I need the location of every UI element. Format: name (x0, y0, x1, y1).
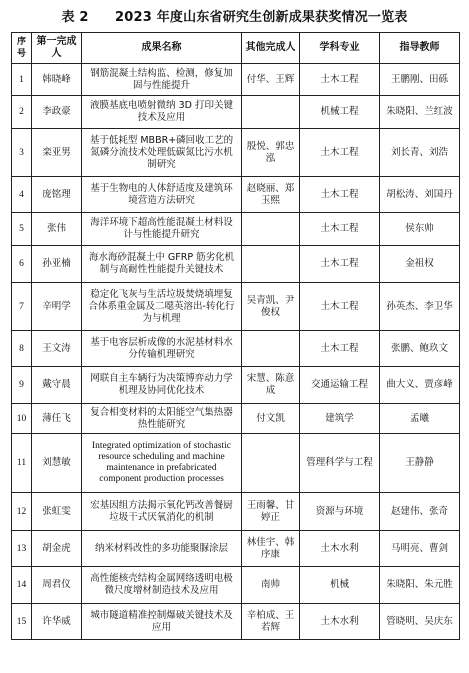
row-no: 15 (12, 604, 32, 640)
header-discipline: 学科专业 (300, 33, 380, 64)
row-no: 7 (12, 283, 32, 331)
table-row (12, 367, 460, 404)
row-other-authors: 南帅 (242, 567, 300, 604)
table-row (12, 213, 460, 246)
row-advisor: 金祖权 (380, 246, 460, 283)
row-other-authors: 林佳宇、韩序康 (242, 531, 300, 567)
row-advisor: 马明亮、曹剑 (380, 531, 460, 567)
row-other-authors: 付华、王辉 (242, 64, 300, 96)
row-no: 12 (12, 493, 32, 531)
row-achievement: 网联自主车辆行为决策博弈动力学机理及协同优化技术 (82, 367, 242, 404)
row-no: 8 (12, 331, 32, 367)
row-other-authors: 辛柏成、王若辉 (242, 604, 300, 640)
row-first-author: 韩晓峰 (32, 64, 82, 96)
row-advisor: 孟曦 (380, 404, 460, 434)
row-advisor: 管晓明、吴庆东 (380, 604, 460, 640)
row-other-authors: 王雨馨、甘婷正 (242, 493, 300, 531)
table-row (12, 567, 460, 604)
header-achievement: 成果名称 (82, 33, 242, 64)
row-first-author: 戴守晨 (32, 367, 82, 404)
row-no: 2 (12, 96, 32, 129)
row-first-author: 许华威 (32, 604, 82, 640)
row-other-authors: 殷悦、郭忠泓 (242, 129, 300, 177)
row-other-authors (242, 96, 300, 129)
row-first-author: 孙亚楠 (32, 246, 82, 283)
table-row (12, 96, 460, 129)
row-advisor: 朱晓阳、朱元胜 (380, 567, 460, 604)
row-discipline: 土木工程 (300, 283, 380, 331)
row-achievement: 液膜基底电喷射微纳 3D 打印关键技术及应用 (82, 96, 242, 129)
row-achievement: 复合相变材料的太阳能空气集热器热性能研究 (82, 404, 242, 434)
row-achievement: Integrated optimization of stochastic resource scheduling and machine maintenance in prefabricated component production processes (82, 434, 242, 493)
row-discipline: 机械工程 (300, 96, 380, 129)
row-discipline: 土木工程 (300, 246, 380, 283)
row-achievement: 纳米材料改性的多功能聚脲涂层 (82, 531, 242, 567)
row-achievement: 海水海砂混凝土中 GFRP 筋劣化机制与高耐性性能提升关键技术 (82, 246, 242, 283)
row-advisor: 赵建伟、张奇 (380, 493, 460, 531)
row-advisor: 张鹏、鲍玖文 (380, 331, 460, 367)
row-discipline: 资源与环境 (300, 493, 380, 531)
row-discipline: 土木工程 (300, 177, 380, 213)
table-row (12, 434, 460, 493)
row-no: 9 (12, 367, 32, 404)
row-other-authors (242, 246, 300, 283)
row-discipline: 建筑学 (300, 404, 380, 434)
row-first-author: 李政豪 (32, 96, 82, 129)
row-other-authors (242, 213, 300, 246)
row-no: 3 (12, 129, 32, 177)
row-no: 4 (12, 177, 32, 213)
table-row (12, 129, 460, 177)
row-first-author: 薄任飞 (32, 404, 82, 434)
row-achievement: 宏基因组方法揭示氧化钙改善餐厨垃圾干式厌氧消化的机制 (82, 493, 242, 531)
row-other-authors: 吴青凯、尹俊权 (242, 283, 300, 331)
row-advisor: 朱晓阳、兰红波 (380, 96, 460, 129)
row-first-author: 栾亚男 (32, 129, 82, 177)
row-no: 13 (12, 531, 32, 567)
row-achievement: 基于电容层析成像的水泥基材料水分传输机理研究 (82, 331, 242, 367)
row-advisor: 侯东帅 (380, 213, 460, 246)
row-no: 11 (12, 434, 32, 493)
awards-table (11, 32, 460, 640)
row-other-authors: 赵晓丽、郑玉熙 (242, 177, 300, 213)
table-row (12, 246, 460, 283)
row-achievement: 海洋环境下超高性能混凝土材料设计与性能提升研究 (82, 213, 242, 246)
row-discipline: 土木水利 (300, 604, 380, 640)
row-discipline: 机械 (300, 567, 380, 604)
row-discipline: 土木工程 (300, 64, 380, 96)
header-first-author: 第一完成人 (32, 33, 82, 64)
table-row (12, 331, 460, 367)
row-no: 1 (12, 64, 32, 96)
row-other-authors: 付文凯 (242, 404, 300, 434)
table-header-row (12, 33, 460, 64)
table-row (12, 283, 460, 331)
row-advisor: 王鹏刚、田砾 (380, 64, 460, 96)
row-discipline: 管理科学与工程 (300, 434, 380, 493)
table-title: 表 2 2023 年度山东省研究生创新成果获奖情况一览表 (61, 10, 408, 25)
row-discipline: 交通运输工程 (300, 367, 380, 404)
row-no: 10 (12, 404, 32, 434)
row-advisor: 曲大义、贾彦峰 (380, 367, 460, 404)
table-row (12, 604, 460, 640)
row-achievement: 稳定化飞灰与生活垃圾焚烧填埋复合体系重金属及二噁英溶出-转化行为与机理 (82, 283, 242, 331)
header-no: 序号 (12, 33, 32, 64)
header-other-authors: 其他完成人 (242, 33, 300, 64)
row-other-authors (242, 331, 300, 367)
row-discipline: 土木工程 (300, 213, 380, 246)
row-first-author: 王文涛 (32, 331, 82, 367)
row-other-authors: 宋慧、陈意成 (242, 367, 300, 404)
row-first-author: 庞铭理 (32, 177, 82, 213)
row-first-author: 周君仪 (32, 567, 82, 604)
row-no: 6 (12, 246, 32, 283)
row-achievement: 基于低耗型 MBBR+磷回收工艺的氮磷分流技术处理低碳氮比污水机制研究 (82, 129, 242, 177)
table-row (12, 404, 460, 434)
row-discipline: 土木工程 (300, 129, 380, 177)
table-row (12, 64, 460, 96)
table-row (12, 493, 460, 531)
row-advisor: 王静静 (380, 434, 460, 493)
row-achievement: 高性能核壳结构金属网络透明电极微尺度增材制造技术及应用 (82, 567, 242, 604)
row-achievement: 基于生物电的人体舒适度及建筑环境营造方法研究 (82, 177, 242, 213)
row-achievement: 城市隧道精准控制爆破关键技术及应用 (82, 604, 242, 640)
row-first-author: 辛明学 (32, 283, 82, 331)
row-other-authors (242, 434, 300, 493)
row-discipline: 土木水利 (300, 531, 380, 567)
table-row (12, 531, 460, 567)
row-no: 14 (12, 567, 32, 604)
row-no: 5 (12, 213, 32, 246)
row-first-author: 张虹雯 (32, 493, 82, 531)
row-advisor: 刘长青、刘浩 (380, 129, 460, 177)
row-advisor: 胡松涛、刘国丹 (380, 177, 460, 213)
row-first-author: 胡金虎 (32, 531, 82, 567)
table-row (12, 177, 460, 213)
row-first-author: 张伟 (32, 213, 82, 246)
row-discipline: 土木工程 (300, 331, 380, 367)
row-advisor: 孙英杰、李卫华 (380, 283, 460, 331)
row-first-author: 刘慧敏 (32, 434, 82, 493)
row-achievement: 钢筋混凝土结构监、检测，修复加固与性能提升 (82, 64, 242, 96)
header-advisor: 指导教师 (380, 33, 460, 64)
